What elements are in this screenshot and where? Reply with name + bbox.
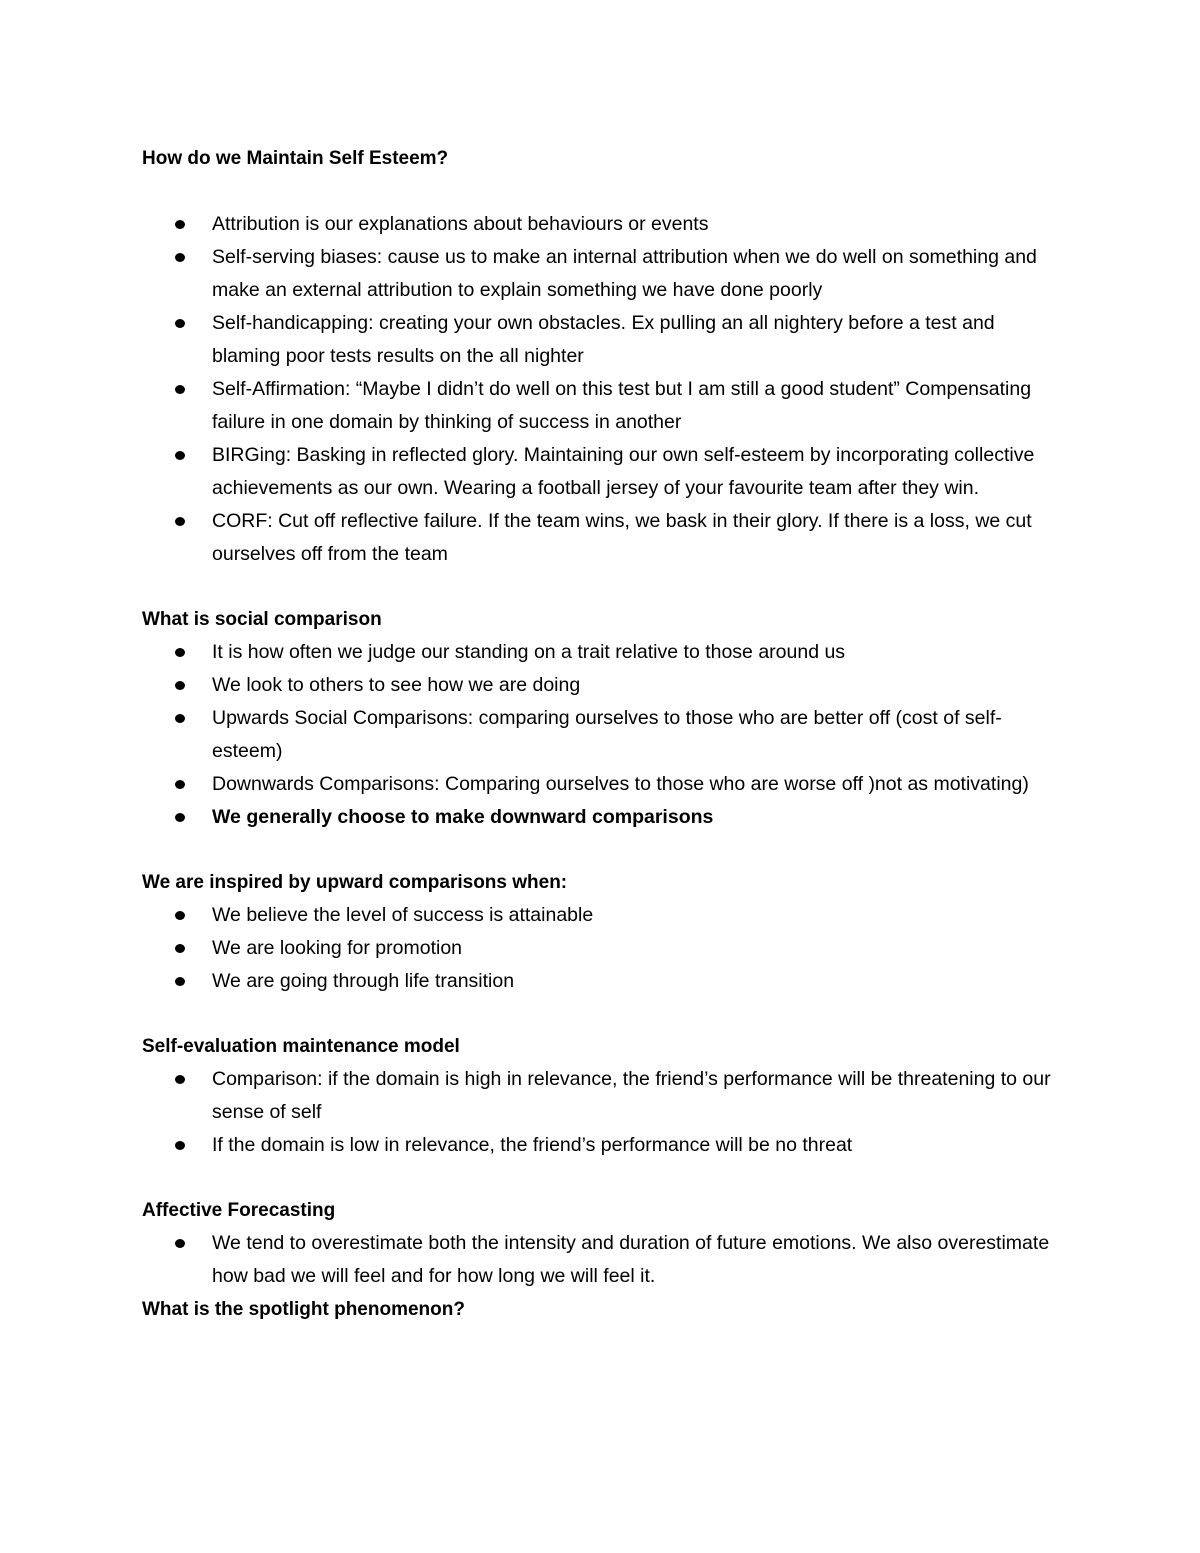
list-item [142, 899, 1062, 932]
bullet-icon [175, 1239, 185, 1248]
list-item [142, 965, 1062, 998]
heading-affective-forecasting: Affective Forecasting [142, 1200, 336, 1221]
list-item [142, 373, 1062, 439]
list-item [142, 307, 1062, 373]
bullet-icon [175, 977, 185, 986]
bullet-icon [175, 714, 185, 723]
list-item-text: We are looking for promotion [212, 937, 463, 959]
list-item-text: Self-serving biases: cause us to make an internal attribution when we do well on something and make an external attribution to explain something we have done poorly [212, 246, 1037, 301]
list-item-text: We believe the level of success is attainable [212, 904, 594, 926]
heading-self-evaluation-maintenance: Self-evaluation maintenance model [142, 1036, 460, 1057]
bullet-icon [175, 944, 185, 953]
list-item-text: We tend to overestimate both the intensity and duration of future emotions. We also overestimate how bad we will feel and for how long we will feel it. [212, 1232, 1050, 1287]
list-item-text: Downwards Comparisons: Comparing ourselves to those who are worse off )not as motivating) [212, 773, 1029, 795]
heading-social-comparison: What is social comparison [142, 609, 382, 630]
list-item-text: Self-handicapping: creating your own obstacles. Ex pulling an all nightery before a test and blaming poor tests results on the all nighter [212, 312, 995, 367]
bullet-icon [175, 385, 185, 394]
list-item [142, 505, 1062, 571]
list-item-text: We generally choose to make downward comparisons [212, 806, 714, 828]
list-item [142, 636, 1062, 669]
bullet-icon [175, 780, 185, 789]
list-item-text: Upwards Social Comparisons: comparing ourselves to those who are better off (cost of self-esteem) [212, 707, 1002, 762]
document-content [142, 142, 1062, 1326]
heading-maintain-self-esteem: How do we Maintain Self Esteem? [142, 148, 449, 169]
list-upward-comparisons [142, 899, 1062, 998]
list-social-comparison [142, 636, 1062, 834]
list-maintain-self-esteem [142, 208, 1062, 571]
bullet-icon [175, 911, 185, 920]
bullet-icon [175, 1141, 185, 1150]
list-item-text: CORF: Cut off reflective failure. If the team wins, we bask in their glory. If there is a loss, we cut ourselves off from the team [212, 510, 1032, 565]
list-item-text: We look to others to see how we are doing [212, 674, 581, 696]
list-item [142, 702, 1062, 768]
list-item-text: Comparison: if the domain is high in relevance, the friend’s performance will be threatening to our sense of self [212, 1068, 1051, 1123]
list-self-evaluation-maintenance [142, 1063, 1062, 1162]
list-item [142, 439, 1062, 505]
list-item [142, 669, 1062, 702]
list-item-text: It is how often we judge our standing on a trait relative to those around us [212, 641, 846, 663]
list-item-text: BIRGing: Basking in reflected glory. Maintaining our own self-esteem by incorporating collective achievements as our own. Wearing a football jersey of your favourite team after they win. [212, 444, 1035, 499]
list-item-text: We are going through life transition [212, 970, 515, 992]
bullet-icon [175, 451, 185, 460]
bullet-icon [175, 319, 185, 328]
list-item [142, 1227, 1062, 1293]
list-item-text: Self-Affirmation: “Maybe I didn’t do well on this test but I am still a good student” Compensating failure in one domain by thinking of success in another [212, 378, 1032, 433]
list-item [142, 208, 1062, 241]
list-item-text: Attribution is our explanations about behaviours or events [212, 213, 709, 235]
list-item [142, 1063, 1062, 1129]
bullet-icon [175, 681, 185, 690]
heading-upward-comparisons: We are inspired by upward comparisons when: [142, 872, 568, 893]
bullet-icon [175, 220, 185, 229]
bullet-icon [175, 648, 185, 657]
bullet-icon [175, 1075, 185, 1084]
bullet-icon [175, 253, 185, 262]
list-item [142, 801, 1062, 834]
list-item [142, 1129, 1062, 1162]
bullet-icon [175, 813, 185, 822]
list-item-text: If the domain is low in relevance, the friend’s performance will be no threat [212, 1134, 853, 1156]
list-item [142, 932, 1062, 965]
heading-spotlight-phenomenon: What is the spotlight phenomenon? [142, 1299, 465, 1320]
list-item [142, 241, 1062, 307]
list-affective-forecasting [142, 1227, 1062, 1293]
bullet-icon [175, 517, 185, 526]
list-item [142, 768, 1062, 801]
